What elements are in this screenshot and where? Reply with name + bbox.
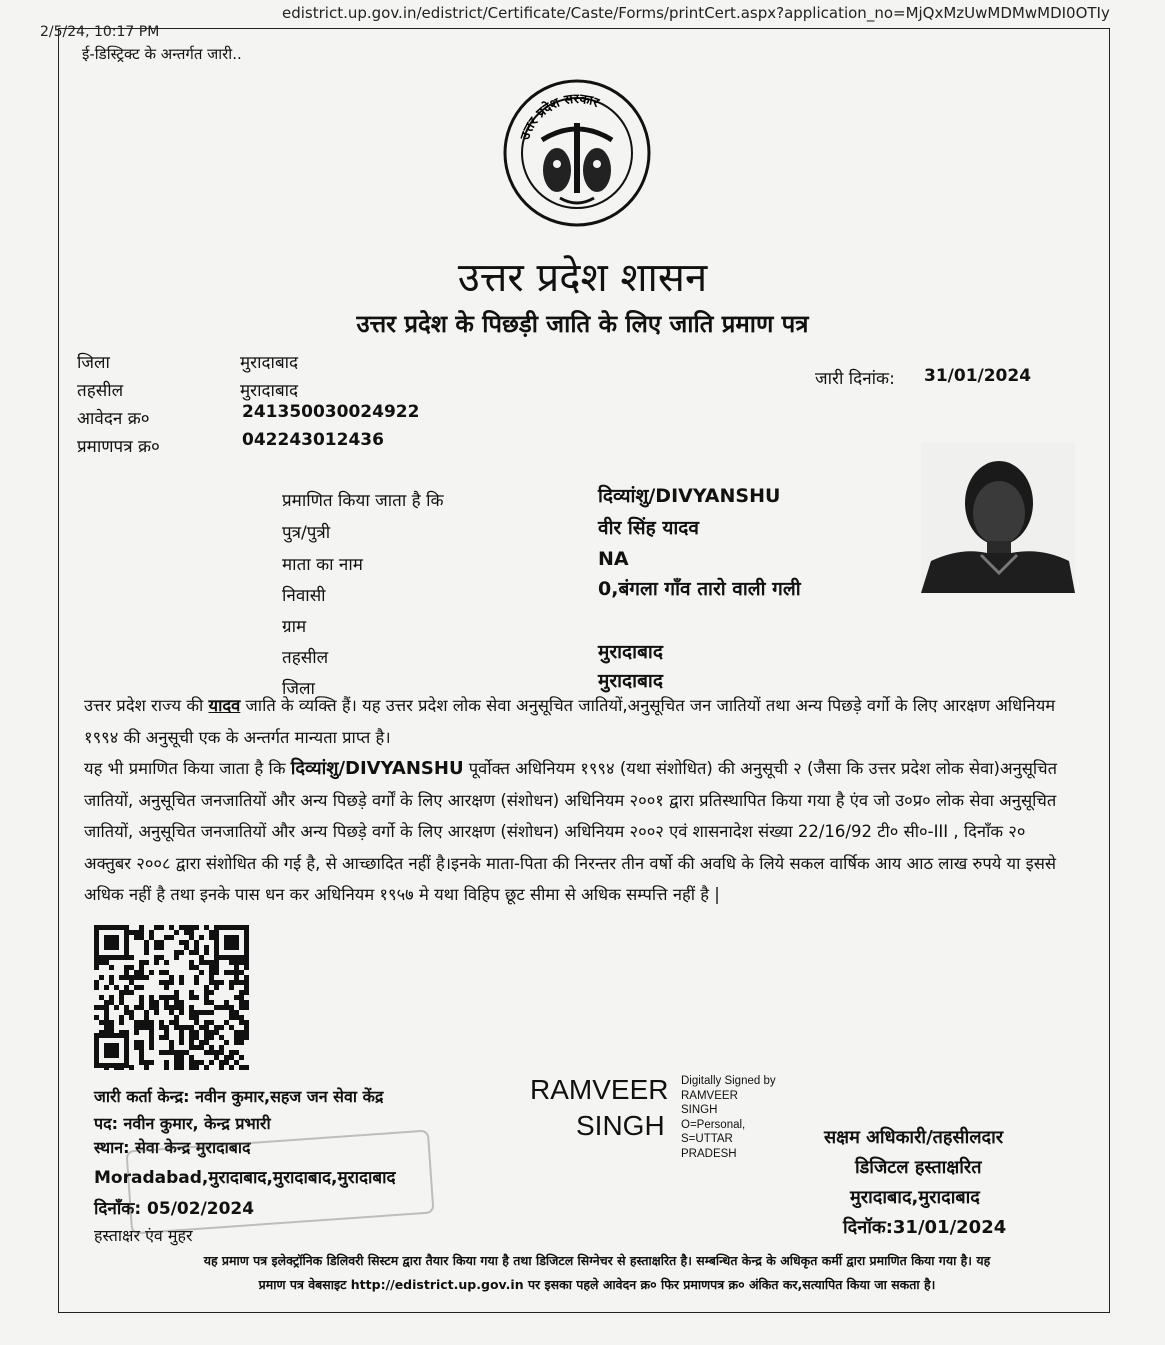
tehsil-value: मुरादाबाद <box>240 381 299 401</box>
footer-line-2: प्रमाण पत्र वेबसाइट http://edistrict.up.gov.in पर इसका पहले आवेदन क्र० फिर प्रमाणपत्र क्र० अंकित कर,सत्यापित किया जा सकता है। <box>258 1277 936 1292</box>
government-heading: उत्तर प्रदेश शासन <box>457 255 708 301</box>
p2-person-name: दिव्यांशु/DIVYANSHU <box>290 758 464 779</box>
p1-start: उत्तर प्रदेश राज्य की <box>84 696 209 715</box>
authority-title: सक्षम अधिकारी/तहसीलदार <box>824 1127 1004 1148</box>
p2-end: पूर्वोक्त अधिनियम १९९४ (यथा संशोधित) की अनुसूची २ (जैसा कि उत्तर प्रदेश लोक सेवा)अनुसूचित जातियों, अनुसूचित जनजातियों और अन्य पिछड़े वर्गों के लिए आरक्षण (संशोधन) अधिनियम २००१ द्वारा प्रतिस्थापित किया गया है एंव जो उ०प्र० लोक सेवा अनुसूचित जातियों, अनुसूचित जनजातियों और अन्य पिछड़े वर्गो के लिए आरक्षण (संशोधन) अधिनियम २००२ एवं शासनादेश संख्या 22/16/92 टी० सी०-III , दिनाँक २० अक्तुबर २००८ द्वारा संशोधित की गई है, से आच्छादित नहीं है।इनके माता-पिता की निरन्तर तीन वर्षो की अवधि के लिये सकल वार्षिक आय आठ लाख रुपये या इससे अधिक नहीं है तथा इनके पास धन कर अधिनियम १९५७ मे यथा विहिप छूट सीमा से अधिक सम्पत्ति नहीं है | <box>84 759 1058 904</box>
person-tehsil-label: तहसील <box>282 648 329 668</box>
issuer-post: पद: नवीन कुमार, केन्द्र प्रभारी <box>94 1114 271 1133</box>
up-govt-emblem <box>502 78 652 228</box>
issuer-centre: जारी कर्ता केन्द्र: नवीन कुमार,सहज जन सेवा केंद्र <box>94 1087 384 1106</box>
authority-date: दिनॉक:31/01/2024 <box>843 1217 1007 1238</box>
district-label: जिला <box>77 353 110 373</box>
issuer-address: Moradabad,मुरादाबाद,मुरादाबाद,मुरादाबाद <box>94 1168 396 1188</box>
print-timestamp: 2/5/24, 10:17 PM <box>40 24 160 40</box>
qr-code <box>94 925 250 1073</box>
svg-text:उत्तर प्रदेश सरकार: उत्तर प्रदेश सरकार <box>518 91 601 142</box>
father-name: वीर सिंह यादव <box>598 517 699 539</box>
authority-signed: डिजिटल हस्ताक्षरित <box>855 1157 982 1178</box>
footer-line-1: यह प्रमाण पत्र इलेक्ट्रॉनिक डिलिवरी सिस्टम द्वारा तैयार किया गया है तथा डिजिटल सिग्नेचर से हस्ताक्षरित है। सम्बन्धित केन्द्र के अधिकृत कर्मी द्वारा प्रमाणित किया गया है। यह <box>203 1253 991 1268</box>
e-district-note: ई-डिस्ट्रिक्ट के अन्तर्गत जारी.. <box>82 45 242 63</box>
district-value: मुरादाबाद <box>240 353 299 373</box>
signer-name-line2: SINGH <box>576 1110 665 1141</box>
caste-name: यादव <box>208 696 241 715</box>
certificate-body <box>84 690 1074 911</box>
application-value: 241350030024922 <box>242 402 420 422</box>
village-label: ग्राम <box>282 617 307 637</box>
person-name: दिव्यांशु/DIVYANSHU <box>598 485 781 507</box>
paragraph-caste <box>84 690 1074 753</box>
digital-sign-details: Digitally Signed by RAMVEER SINGH O=Personal, S=UTTAR PRADESH <box>681 1075 776 1160</box>
authority-place: मुरादाबाद,मुरादाबाद <box>850 1187 980 1208</box>
application-label: आवेदन क्र० <box>77 409 150 429</box>
p2-start: यह भी प्रमाणित किया जाता है कि <box>84 759 291 778</box>
certificate-value: 042243012436 <box>242 430 384 450</box>
issue-date-value: 31/01/2024 <box>924 366 1032 386</box>
paragraph-declaration <box>84 753 1074 911</box>
son-of-label: पुत्र/पुत्री <box>282 523 331 543</box>
person-district-value: मुरादाबाद <box>598 670 663 692</box>
signature-seal-label: हस्ताक्षर एंव मुहर <box>94 1226 193 1245</box>
certificate-title: उत्तर प्रदेश के पिछड़ी जाति के लिए जाति प्रमाण पत्र <box>356 310 809 338</box>
issuer-place: स्थान: सेवा केन्द्र मुरादाबाद <box>94 1138 251 1157</box>
print-url: edistrict.up.gov.in/edistrict/Certificate/Caste/Forms/printCert.aspx?application_no=MjQxMzUwMDMwMDI0OTIy <box>282 4 1110 22</box>
signer-name-line1: RAMVEER <box>530 1074 669 1105</box>
person-tehsil-value: मुरादाबाद <box>598 641 663 663</box>
issuer-date: दिनाँक: 05/02/2024 <box>94 1199 255 1219</box>
certified-label: प्रमाणित किया जाता है कि <box>282 491 444 511</box>
address-value: 0,बंगला गाँव तारो वाली गली <box>598 578 801 600</box>
issue-date-label: जारी दिनांक: <box>815 369 895 389</box>
applicant-photo <box>921 443 1075 593</box>
person-district-label: जिला <box>282 679 315 699</box>
certificate-label: प्रमाणपत्र क्र० <box>77 437 160 457</box>
tehsil-label: तहसील <box>77 381 124 401</box>
p1-end: जाति के व्यक्ति हैं। यह उत्तर प्रदेश लोक सेवा अनुसूचित जातियों,अनुसूचित जन जातियों तथा अन्य पिछड़े वर्गो के लिए आरक्षण अधिनियम १९९४ की अनुसूची एक के अन्तर्गत मान्यता प्राप्त है। <box>84 696 1056 747</box>
resident-label: निवासी <box>282 586 326 606</box>
mother-label: माता का नाम <box>282 555 363 575</box>
mother-name: NA <box>598 548 629 570</box>
